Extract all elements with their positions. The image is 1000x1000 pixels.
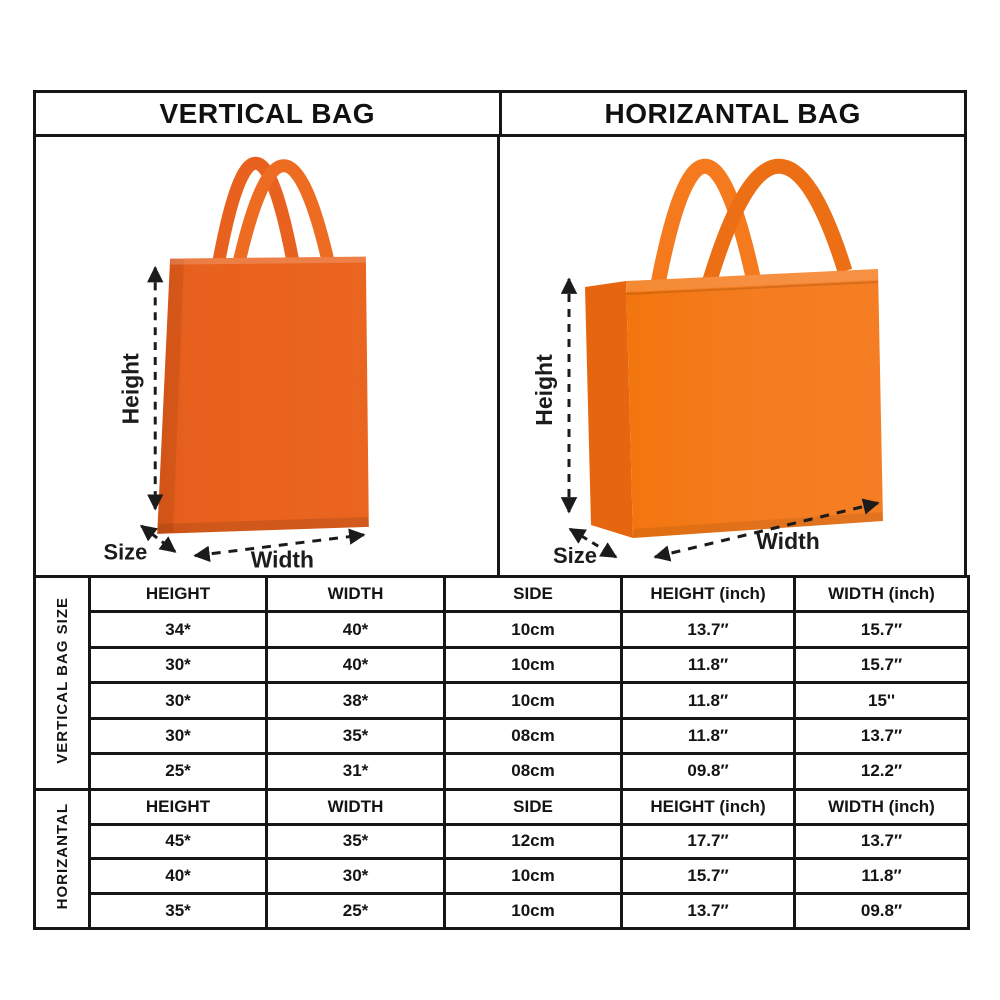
cell: 31* <box>267 754 445 789</box>
cell: 09.8″ <box>795 894 969 929</box>
section-label-horizontal <box>35 789 90 928</box>
horizontal-bag-handle <box>658 166 753 284</box>
cell: 12cm <box>445 824 622 859</box>
section-label-text: VERTICAL BAG SIZE <box>53 596 71 764</box>
horizontal-bag-illustration <box>500 137 964 575</box>
cell: 10cm <box>445 647 622 682</box>
horizontal-bag-gusset <box>585 281 633 538</box>
col-header-height: HEIGHT <box>90 577 267 612</box>
cell: 11.8″ <box>795 859 969 894</box>
col-header-side: SIDE <box>445 789 622 824</box>
table-row <box>35 859 969 894</box>
cell: 10cm <box>445 612 622 647</box>
cell: 30* <box>90 683 267 718</box>
cell: 25* <box>267 894 445 929</box>
cell: 11.8″ <box>622 718 795 753</box>
cell: 40* <box>267 647 445 682</box>
cell: 15.7″ <box>795 612 969 647</box>
cell: 38* <box>267 683 445 718</box>
bag-size-chart <box>33 90 967 930</box>
cell: 45* <box>90 824 267 859</box>
panel-header-band <box>33 90 967 137</box>
cell: 35* <box>90 894 267 929</box>
table-header-row <box>35 577 969 612</box>
horizontal-bag-title: HORIZANTAL BAG <box>604 97 861 129</box>
col-header-width: WIDTH <box>267 577 445 612</box>
cell: 08cm <box>445 754 622 789</box>
cell: 17.7″ <box>622 824 795 859</box>
cell: 40* <box>267 612 445 647</box>
table-row <box>35 647 969 682</box>
cell: 30* <box>90 647 267 682</box>
table-row <box>35 612 969 647</box>
cell: 12.2″ <box>795 754 969 789</box>
col-header-width: WIDTH <box>267 789 445 824</box>
cell: 15.7″ <box>795 647 969 682</box>
cell: 13.7″ <box>622 894 795 929</box>
cell: 15'' <box>795 683 969 718</box>
cell: 15.7″ <box>622 859 795 894</box>
cell: 35* <box>267 718 445 753</box>
table-row <box>35 754 969 789</box>
cell: 13.7″ <box>795 824 969 859</box>
vertical-bag-illustration <box>36 137 497 575</box>
vertical-bag-panel <box>36 137 500 575</box>
section-label-vertical <box>35 577 90 790</box>
cell: 30* <box>267 859 445 894</box>
col-header-height-inch: HEIGHT (inch) <box>622 789 795 824</box>
col-header-width-inch: WIDTH (inch) <box>795 789 969 824</box>
cell: 09.8″ <box>622 754 795 789</box>
cell: 30* <box>90 718 267 753</box>
horizontal-bag-panel <box>500 137 964 575</box>
cell: 34* <box>90 612 267 647</box>
cell: 10cm <box>445 683 622 718</box>
horizontal-bag-body <box>626 269 883 538</box>
col-header-side: SIDE <box>445 577 622 612</box>
col-header-height: HEIGHT <box>90 789 267 824</box>
cell: 10cm <box>445 859 622 894</box>
table-header-row <box>35 789 969 824</box>
section-label-text: HORIZANTAL <box>53 803 71 910</box>
table-row <box>35 824 969 859</box>
cell: 25* <box>90 754 267 789</box>
size-table <box>33 575 970 930</box>
cell: 11.8″ <box>622 683 795 718</box>
width-label: Width <box>250 546 315 573</box>
bag-illustration-area <box>33 137 967 575</box>
col-header-width-inch: WIDTH (inch) <box>795 577 969 612</box>
height-label: Height <box>117 353 144 425</box>
col-header-height-inch: HEIGHT (inch) <box>622 577 795 612</box>
vertical-bag-body <box>157 257 369 534</box>
cell: 10cm <box>445 894 622 929</box>
size-label: Size <box>552 543 598 568</box>
cell: 08cm <box>445 718 622 753</box>
table-row <box>35 683 969 718</box>
vertical-bag-title: VERTICAL BAG <box>36 93 502 134</box>
cell: 13.7″ <box>795 718 969 753</box>
table-row <box>35 718 969 753</box>
cell: 13.7″ <box>622 612 795 647</box>
cell: 40* <box>90 859 267 894</box>
cell: 11.8″ <box>622 647 795 682</box>
width-label: Width <box>756 528 820 554</box>
cell: 35* <box>267 824 445 859</box>
size-label: Size <box>103 539 148 565</box>
height-label: Height <box>531 354 557 426</box>
table-row <box>35 894 969 929</box>
